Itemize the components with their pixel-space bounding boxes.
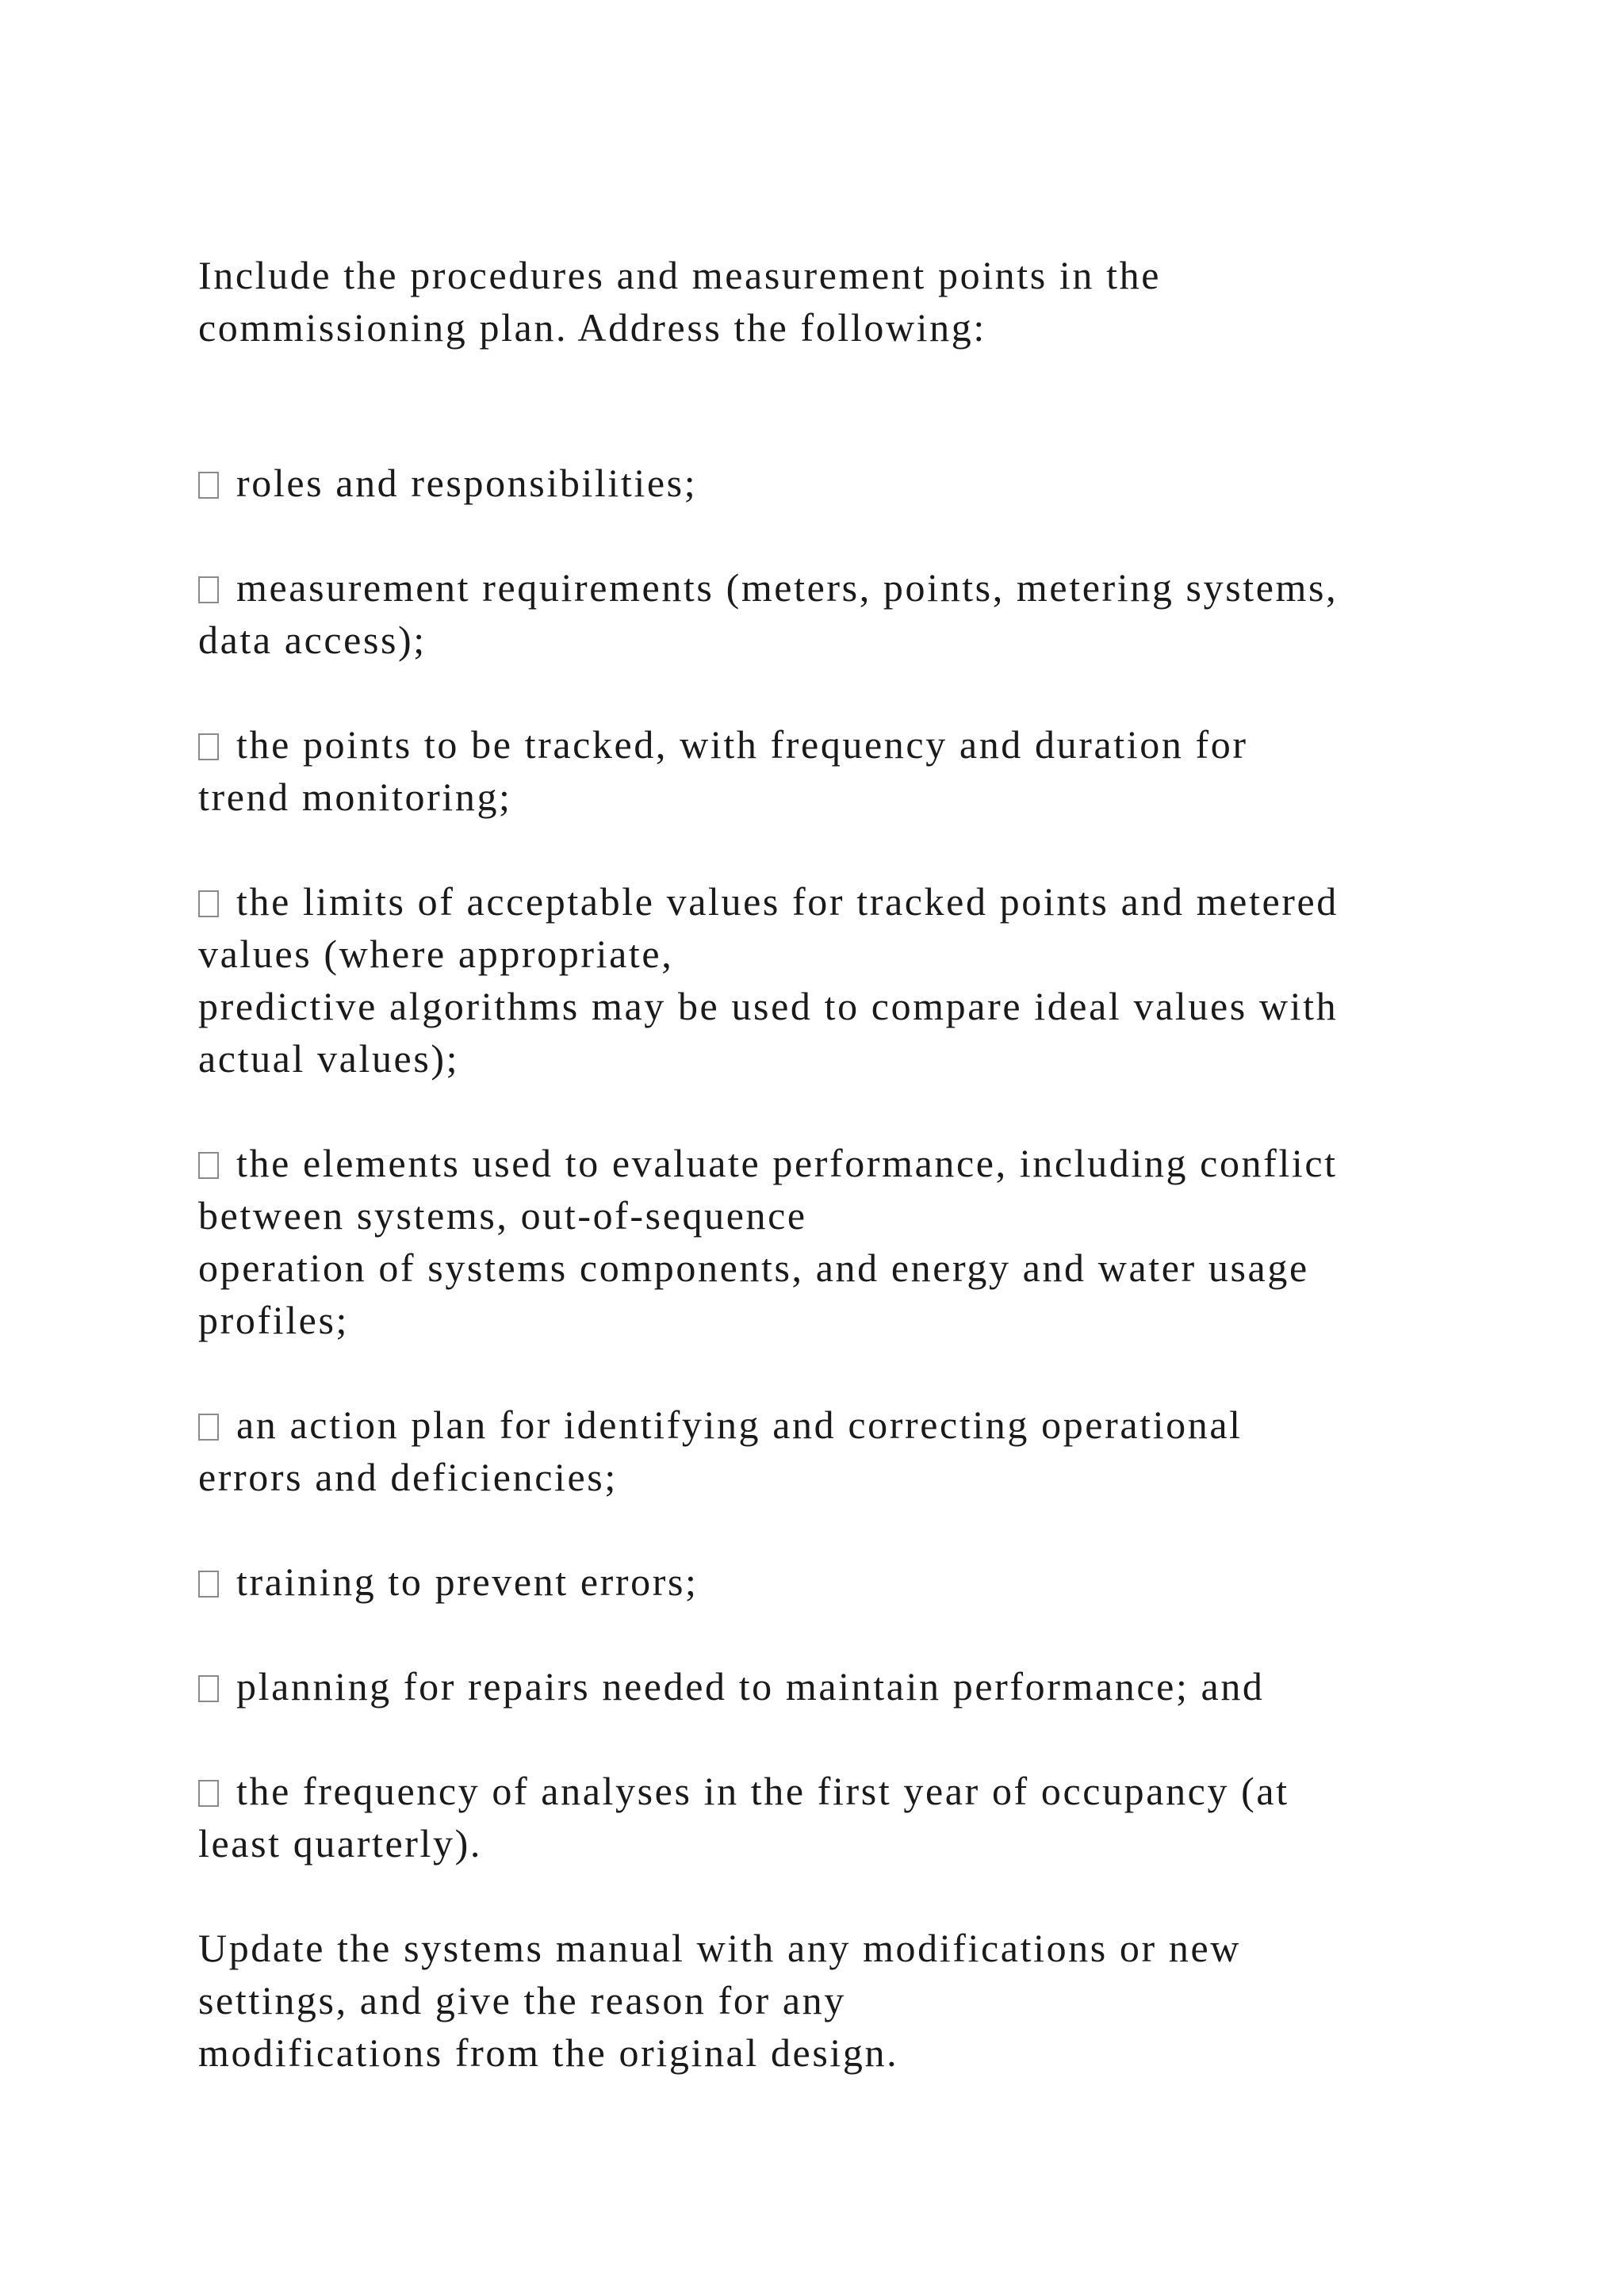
bullet-item: planning for repairs needed to maintain performance; and (198, 1660, 1265, 1712)
bullet-continuation: profiles; (198, 1298, 350, 1342)
closing-line-1: Update the systems manual with any modifications or new (198, 1926, 1241, 1970)
missing-glyph-box-icon (198, 472, 219, 499)
bullet-continuation: actual values); (198, 1036, 460, 1081)
bullet-continuation: predictive algorithms may be used to compare ideal values with (198, 984, 1339, 1028)
missing-glyph-box-icon (198, 733, 219, 760)
bullet-continuation: errors and deficiencies; (198, 1455, 618, 1499)
bullet-item: roles and responsibilities; (198, 457, 697, 509)
closing-line-2: settings, and give the reason for any (198, 1978, 846, 2022)
bullet-continuation: trend monitoring; (198, 775, 512, 819)
closing-line-3: modifications from the original design. (198, 2030, 899, 2075)
missing-glyph-box-icon (198, 1571, 219, 1598)
bullet-item: the elements used to evaluate performance, including conflict (198, 1137, 1338, 1189)
bullet-item: the points to be tracked, with frequency and duration for (198, 718, 1248, 771)
bullet-continuation: values (where appropriate, (198, 932, 674, 976)
bullet-item: the frequency of analyses in the first year of occupancy (at (198, 1765, 1289, 1817)
missing-glyph-box-icon (198, 1414, 219, 1441)
bullet-item: the limits of acceptable values for tracked points and metered (198, 875, 1339, 928)
intro-line-2: commissioning plan. Address the following: (198, 305, 986, 350)
intro-line-1: Include the procedures and measurement points in the (198, 253, 1162, 297)
bullet-item: an action plan for identifying and correcting operational (198, 1399, 1243, 1451)
bullet-continuation: data access); (198, 618, 427, 662)
missing-glyph-box-icon (198, 1780, 219, 1807)
missing-glyph-box-icon (198, 576, 219, 603)
missing-glyph-box-icon (198, 1675, 219, 1702)
bullet-item: measurement requirements (meters, points, metering systems, (198, 561, 1338, 614)
bullet-continuation: least quarterly). (198, 1821, 482, 1866)
bullet-continuation: operation of systems components, and energy and water usage (198, 1246, 1309, 1290)
missing-glyph-box-icon (198, 890, 219, 917)
missing-glyph-box-icon (198, 1152, 219, 1179)
bullet-continuation: between systems, out-of-sequence (198, 1193, 807, 1238)
bullet-item: training to prevent errors; (198, 1556, 699, 1608)
